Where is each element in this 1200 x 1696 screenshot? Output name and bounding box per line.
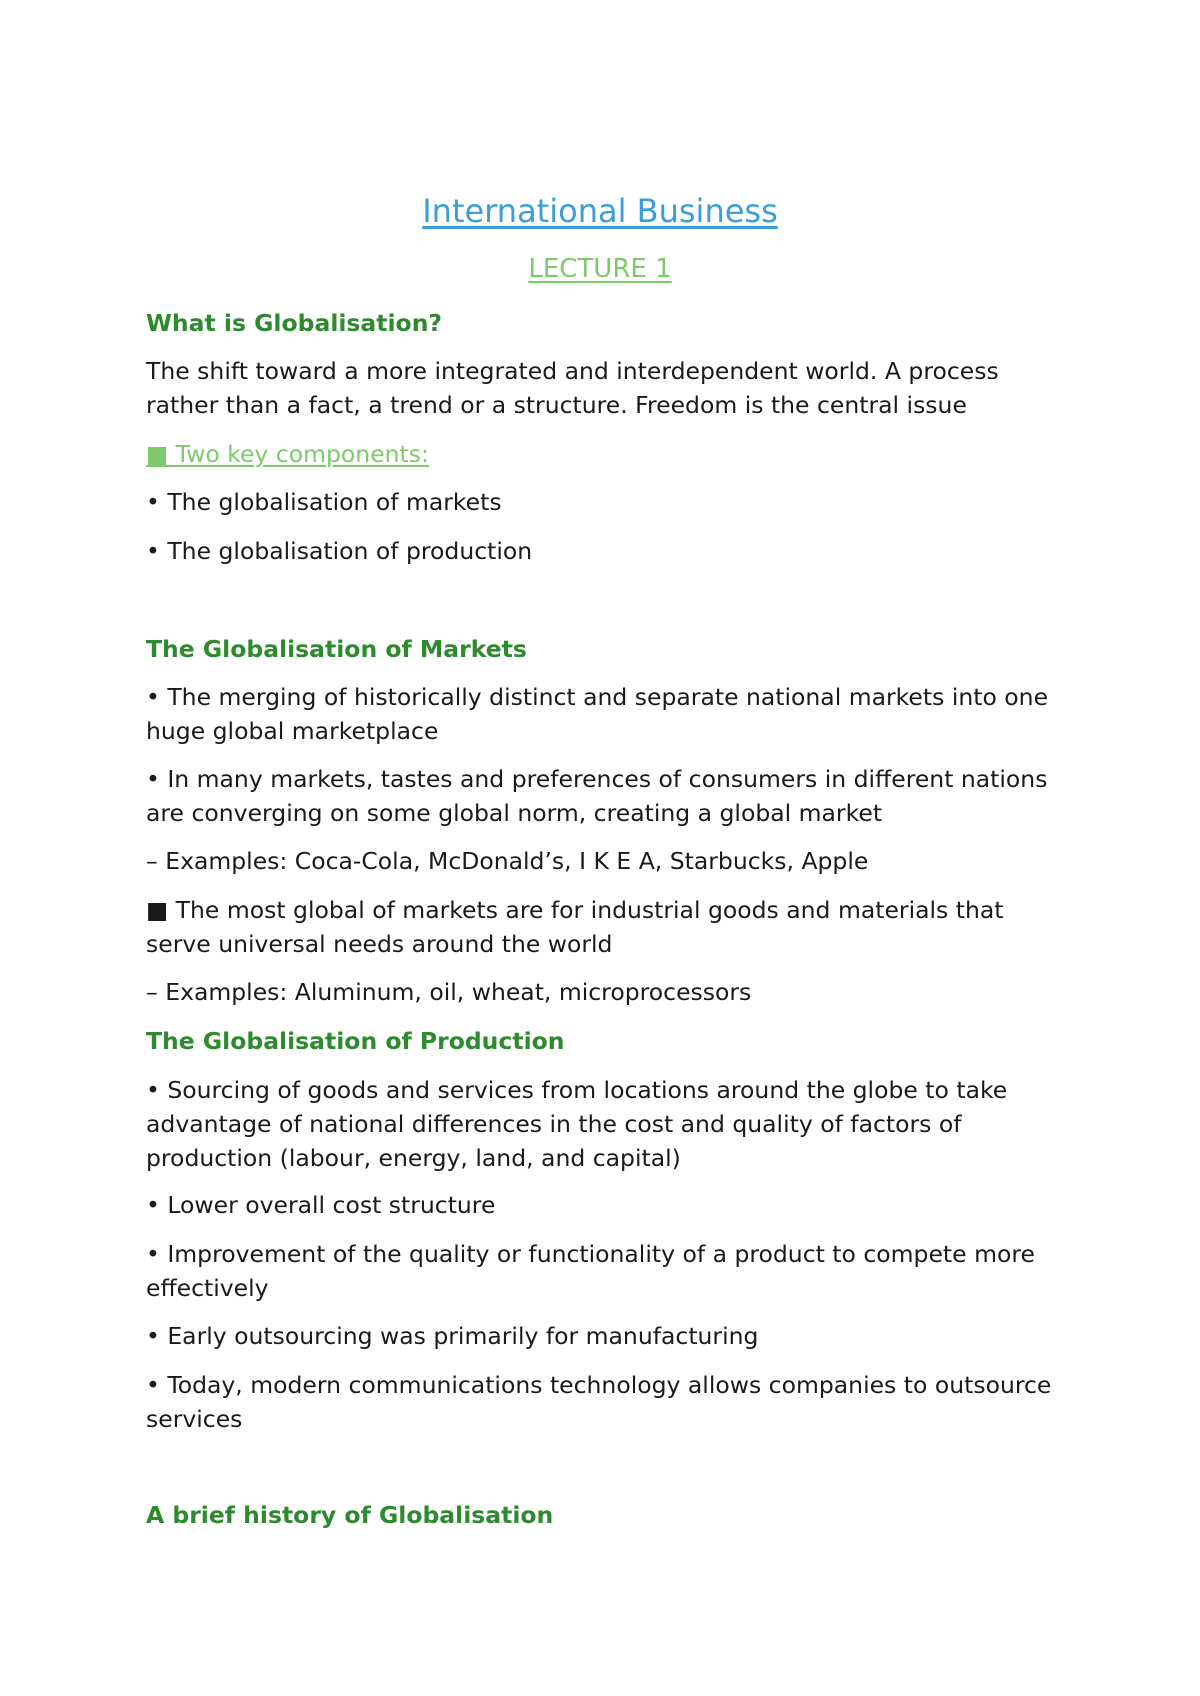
components-label: ■ Two key components: (146, 440, 429, 468)
list-item: • The globalisation of markets (146, 488, 502, 516)
lecture-label: LECTURE 1 (528, 254, 672, 284)
heading-what-is-globalisation: What is Globalisation? (146, 309, 443, 337)
list-item: • Sourcing of goods and services from locations around the globe to take advantage of national differences in the cost and quality of factors of production (labour, energy, land, and capital) (146, 1076, 1008, 1172)
heading-globalisation-of-production: The Globalisation of Production (146, 1027, 565, 1055)
list-item: • The globalisation of production (146, 537, 533, 565)
list-item: • Lower overall cost structure (146, 1191, 496, 1219)
list-item: – Examples: Aluminum, oil, wheat, microprocessors (146, 978, 752, 1006)
list-item: • Today, modern communications technology allows companies to outsource services (146, 1371, 1052, 1433)
document-title: International Business (422, 192, 778, 230)
heading-globalisation-of-markets: The Globalisation of Markets (146, 635, 527, 663)
list-item: • In many markets, tastes and preferences of consumers in different nations are converging on some global norm, creating a global market (146, 765, 1048, 827)
list-item: • The merging of historically distinct and separate national markets into one huge global marketplace (146, 683, 1049, 745)
list-item: • Improvement of the quality or functionality of a product to compete more effectively (146, 1240, 1035, 1302)
list-item: – Examples: Coca-Cola, McDonald’s, I K E A, Starbucks, Apple (146, 847, 869, 875)
definition-paragraph: The shift toward a more integrated and interdependent world. A process rather than a fact, a trend or a structure. Freedom is the central issue (146, 357, 999, 419)
list-item: ■ The most global of markets are for industrial goods and materials that serve universal needs around the world (146, 896, 1004, 958)
list-item: • Early outsourcing was primarily for manufacturing (146, 1322, 759, 1350)
heading-brief-history: A brief history of Globalisation (146, 1501, 554, 1529)
